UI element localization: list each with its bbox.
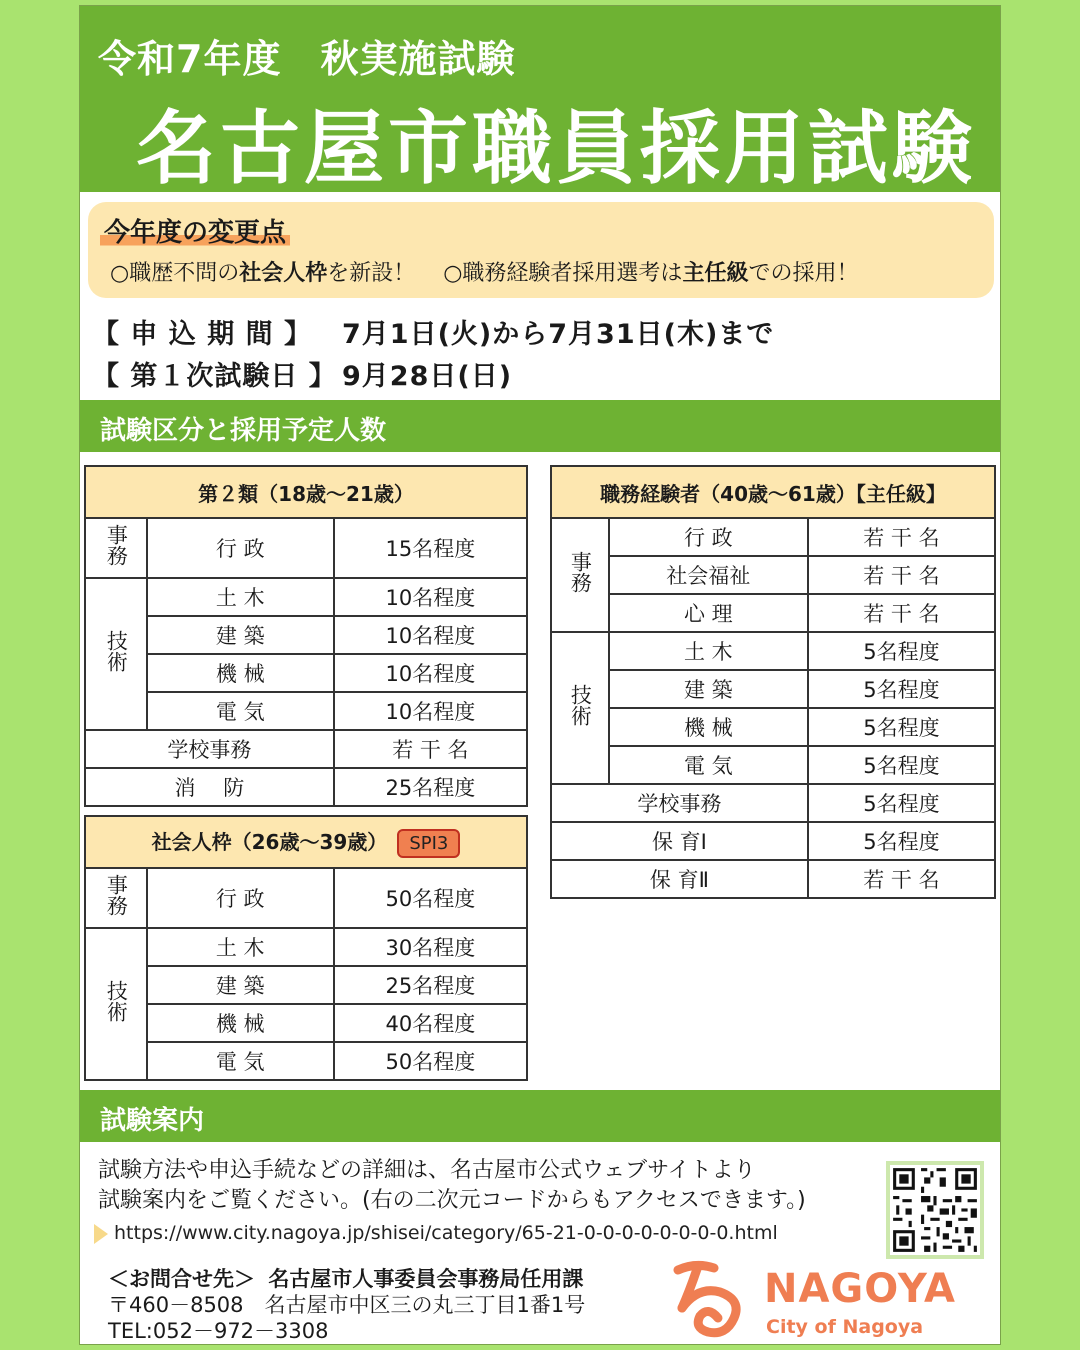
category-gijutsu <box>85 928 147 1080</box>
table-row-name: 学校事務 <box>85 730 334 768</box>
table-row-count: 50名程度 <box>334 1042 527 1080</box>
change-2-post: での採用！ <box>748 261 859 286</box>
nagoya-mark-icon <box>668 1256 748 1344</box>
table-row-count: 10名程度 <box>334 578 527 616</box>
table-row-name: 電 気 <box>147 1042 334 1080</box>
qr-code[interactable] <box>886 1161 984 1259</box>
table-row-count: 10名程度 <box>334 616 527 654</box>
table-row-count: 25名程度 <box>334 966 527 1004</box>
exam-date <box>92 354 512 393</box>
category-label: 事務 <box>568 551 593 594</box>
category-jimu <box>85 518 147 578</box>
table-class2 <box>84 465 528 807</box>
table-row-count: 5名程度 <box>808 822 995 860</box>
qr-code-icon <box>890 1165 980 1255</box>
change-1-post: を新設！ <box>327 261 416 286</box>
guide-text <box>98 1156 806 1216</box>
table-row-count: 25名程度 <box>334 768 527 806</box>
table-row-count: 若 干 名 <box>334 730 527 768</box>
table-row-name: 行 政 <box>147 518 334 578</box>
arrow-icon <box>94 1224 108 1244</box>
table-row-count: 若 干 名 <box>808 518 995 556</box>
guide-url-text[interactable]: https://www.city.nagoya.jp/shisei/category/65-21-0-0-0-0-0-0-0-0.html <box>114 1222 778 1244</box>
contact-org: 名古屋市人事委員会事務局任用課 <box>268 1267 584 1291</box>
table-row-name: 学校事務 <box>551 784 808 822</box>
table-header <box>85 816 527 868</box>
category-jimu <box>551 518 609 632</box>
category-gijutsu <box>551 632 609 784</box>
section-title-categories: 試験区分と採用予定人数 <box>100 416 387 446</box>
table-row-count: 5名程度 <box>808 632 995 670</box>
table-row-name: 電 気 <box>147 692 334 730</box>
table-experienced <box>550 465 996 899</box>
table-row-name: 社会福祉 <box>609 556 808 594</box>
table-row-name: 機 械 <box>147 1004 334 1042</box>
table-social <box>84 815 528 1081</box>
table-row-name: 保 育Ⅱ <box>551 860 808 898</box>
table-row-count: 若 干 名 <box>808 860 995 898</box>
category-label: 事務 <box>104 524 129 567</box>
changes-title: 今年度の変更点 <box>100 212 290 249</box>
table-row-count: 15名程度 <box>334 518 527 578</box>
table-row-name: 行 政 <box>609 518 808 556</box>
apply-period-value: 7月1日(火)から7月31日(木)まで <box>342 319 775 350</box>
header-title: 名古屋市職員採用試験 <box>136 102 976 195</box>
change-1-pre: ○職歴不問の <box>110 261 240 286</box>
guide-url[interactable] <box>94 1222 778 1244</box>
table-row-name: 機 械 <box>147 654 334 692</box>
table-row-count: 10名程度 <box>334 692 527 730</box>
table-row-name: 建 築 <box>147 966 334 1004</box>
changes-items <box>110 256 858 287</box>
section-band-categories <box>80 400 1000 452</box>
change-2-bold: 主任級 <box>682 261 749 286</box>
apply-period-label: 【 申 込 期 間 】 <box>92 319 312 350</box>
table-row-name: 電 気 <box>609 746 808 784</box>
table-row-count: 5名程度 <box>808 784 995 822</box>
header-banner <box>80 6 1000 195</box>
category-label: 技術 <box>104 630 129 673</box>
table-header-title: 社会人枠（26歳～39歳） <box>151 830 388 854</box>
logo-name: NAGOYA <box>764 1266 956 1312</box>
table-row-count: 若 干 名 <box>808 556 995 594</box>
table-row-count: 5名程度 <box>808 746 995 784</box>
table-row-name: 建 築 <box>609 670 808 708</box>
contact-tel: TEL:052－972－3308 <box>108 1319 329 1343</box>
category-gijutsu <box>85 578 147 730</box>
table-row-count: 40名程度 <box>334 1004 527 1042</box>
table-row-name: 心 理 <box>609 594 808 632</box>
change-2-pre: ○職務経験者採用選考は <box>443 261 683 286</box>
table-row-count: 5名程度 <box>808 670 995 708</box>
exam-date-value: 9月28日(日) <box>342 361 513 392</box>
table-row-count: 若 干 名 <box>808 594 995 632</box>
table-row-name: 機 械 <box>609 708 808 746</box>
category-label: 事務 <box>104 874 129 917</box>
category-label: 技術 <box>104 980 129 1023</box>
contact-label: ＜お問合せ先＞ <box>108 1267 255 1291</box>
nagoya-logo <box>668 1256 968 1344</box>
contact-address: 〒460－8508 名古屋市中区三の丸三丁目1番1号 <box>108 1293 586 1317</box>
table-row-name: 土 木 <box>147 578 334 616</box>
category-label: 技術 <box>568 684 593 727</box>
table-row-count: 10名程度 <box>334 654 527 692</box>
apply-period <box>92 312 774 351</box>
poster <box>79 5 1001 1345</box>
table-row-name: 行 政 <box>147 868 334 928</box>
spi3-badge: SPI3 <box>397 829 460 858</box>
contact-info <box>108 1266 585 1344</box>
table-header: 第２類（18歳～21歳） <box>85 466 527 518</box>
table-row-count: 30名程度 <box>334 928 527 966</box>
table-row-count: 50名程度 <box>334 868 527 928</box>
changes-box <box>88 202 994 298</box>
header-subtitle: 令和7年度 秋実施試験 <box>98 37 516 81</box>
guide-line-2: 試験案内をご覧ください。(右の二次元コードからもアクセスできます。) <box>98 1188 806 1213</box>
table-row-count: 5名程度 <box>808 708 995 746</box>
exam-date-label: 【 第１次試験日 】 <box>92 361 337 392</box>
table-row-name: 保 育Ⅰ <box>551 822 808 860</box>
table-row-name: 土 木 <box>147 928 334 966</box>
table-row-name: 建 築 <box>147 616 334 654</box>
section-band-guide <box>80 1090 1000 1142</box>
table-header: 職務経験者（40歳～61歳）【主任級】 <box>551 466 995 518</box>
table-row-name: 消 防 <box>85 768 334 806</box>
logo-sub: City of Nagoya <box>766 1316 924 1338</box>
guide-line-1: 試験方法や申込手続などの詳細は、名古屋市公式ウェブサイトより <box>98 1158 756 1183</box>
change-1-bold: 社会人枠 <box>239 261 328 286</box>
table-row-name: 土 木 <box>609 632 808 670</box>
section-title-guide: 試験案内 <box>100 1106 205 1136</box>
category-jimu <box>85 868 147 928</box>
